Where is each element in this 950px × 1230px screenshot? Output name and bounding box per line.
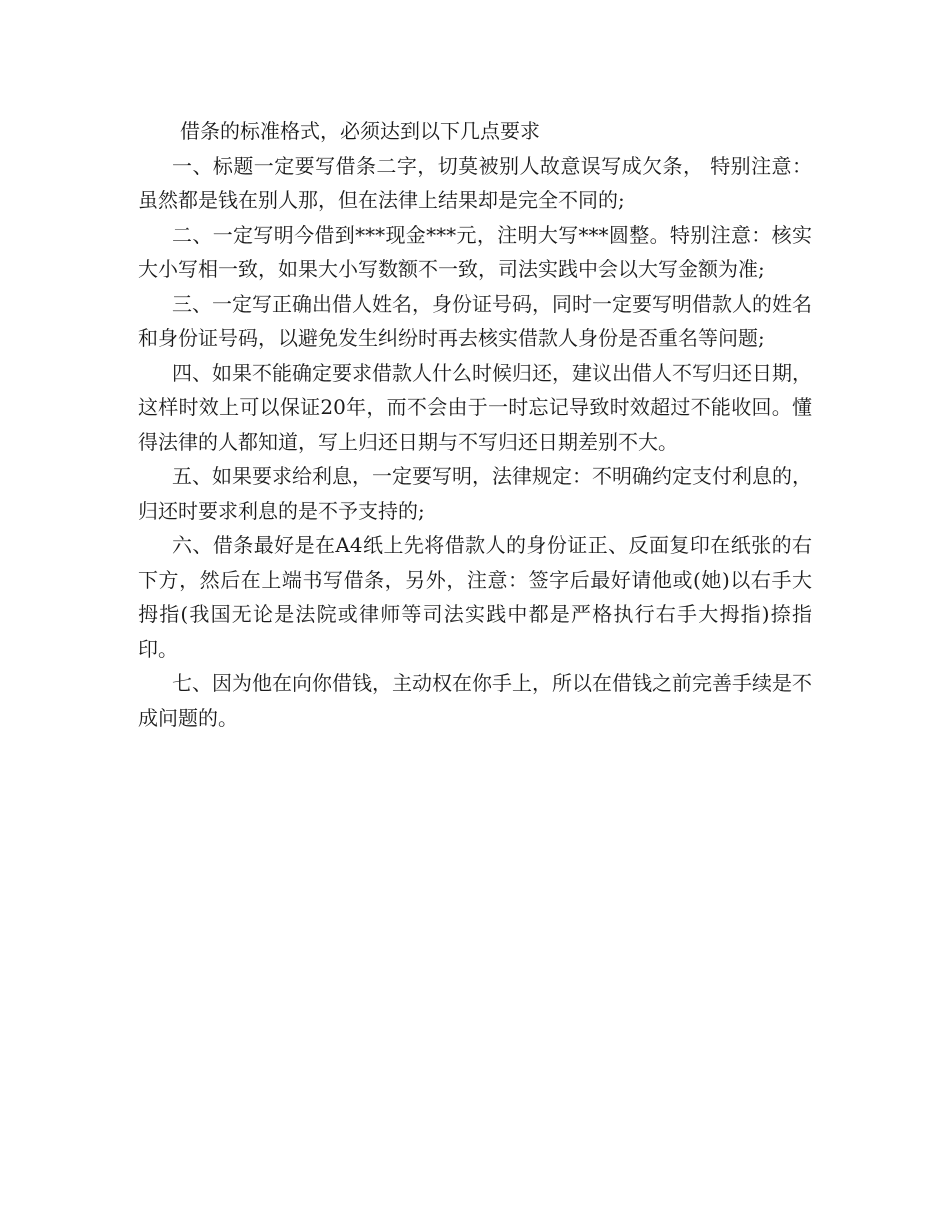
paragraph-4: 四、如果不能确定要求借款人什么时候归还，建议出借人不写归还日期，这样时效上可以保证20年，而不会由于一时忘记导致时效超过不能收回。懂得法律的人都知道，写上归还日期与不写归还日期差别不大。: [138, 360, 812, 454]
document-title: 借条的标准格式，必须达到以下几点要求: [180, 119, 540, 143]
paragraph-3: 三、一定写正确出借人姓名，身份证号码，同时一定要写明借款人的姓名和身份证号码，以避免发生纠纷时再去核实借款人身份是否重名等问题;: [138, 291, 812, 350]
document-body: [138, 114, 812, 735]
paragraph-2: 二、一定写明今借到***现金***元，注明大写***圆整。特别注意：核实大小写相一致，如果大小写数额不一致，司法实践中会以大写金额为准;: [138, 222, 812, 281]
paragraph-7: 七、因为他在向你借钱，主动权在你手上，所以在借钱之前完善手续是不成问题的。: [138, 671, 812, 730]
paragraph-1: 一、标题一定要写借条二字，切莫被别人故意误写成欠条， 特别注意：虽然都是钱在别人那，但在法律上结果却是完全不同的;: [138, 153, 812, 212]
paragraph-5: 五、如果要求给利息，一定要写明，法律规定：不明确约定支付利息的，归还时要求利息的是不予支持的;: [138, 464, 812, 523]
paragraph-6: 六、借条最好是在A4纸上先将借款人的身份证正、反面复印在纸张的右下方，然后在上端书写借条，另外，注意：签字后最好请他或(她)以右手大拇指(我国无论是法院或律师等司法实践中都是严格执行右手大拇指)捺指印。: [138, 533, 812, 661]
